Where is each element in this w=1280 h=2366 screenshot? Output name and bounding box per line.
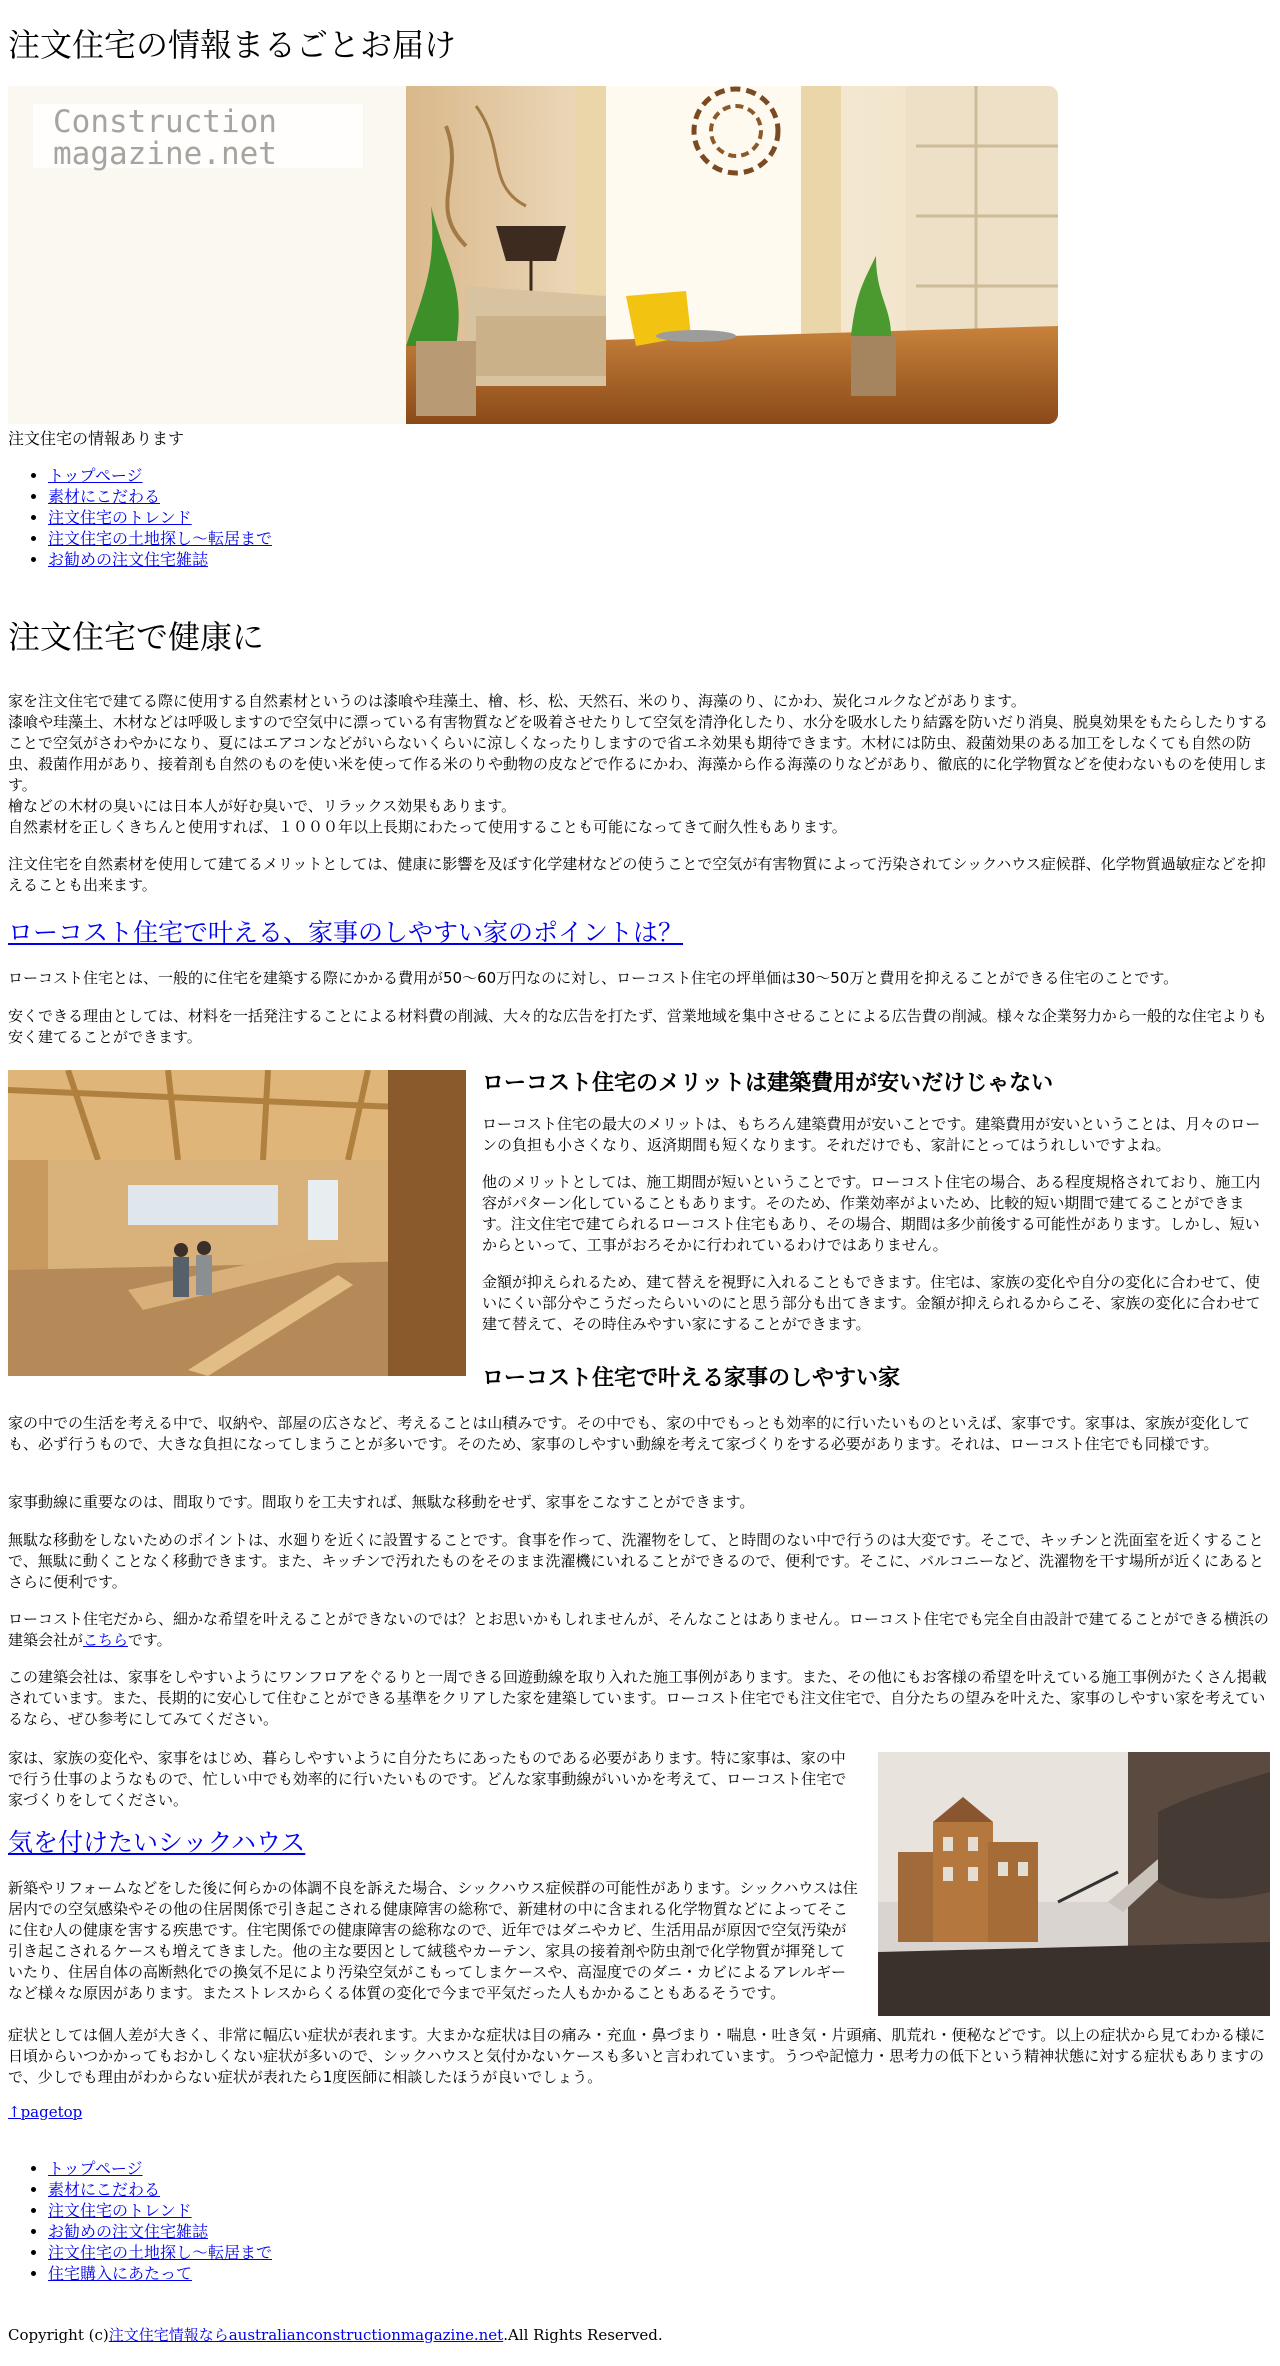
sickhouse-paragraph-2: 症状としては個人差が大きく、非常に幅広い症状が表れます。大まかな症状は目の痛み・充血・鼻づまり・喘息・吐き気・片頭痛、肌荒れ・便秘などです。以上の症状から見てわかる様に日頃からいつかかってもおかしくない症状が多いので、シックハウスと気付かないケースも多いと言われています。うつや記憶力・思考力の低下という精神状態に対する症状もありますので、少しでも理由がわからない症状が表れたら1度医師に相談したほうが良いでしょう。 [8,2026,1266,2086]
nav-link-top[interactable]: トップページ [48,466,143,485]
main-paragraph-4: 自然素材を正しくきちんと使用すれば、１０００年以上長期にわたって使用することも可能になってきて耐久性もあります。 [8,818,847,836]
builder-link[interactable]: こちら [83,1631,128,1649]
main-paragraph-1: 家を注文住宅で建てる際に使用する自然素材というのは漆喰や珪藻土、檜、杉、松、天然石、米のり、海藻のり、にかわ、炭化コルクなどがあります。 [8,692,1026,710]
site-title: 注文住宅の情報まるごとお届け [8,26,457,64]
main-paragraph-3: 檜などの木材の臭いには日本人が好む臭いで、リラックス効果もあります。 [8,797,517,815]
housework-paragraph-3: 無駄な移動をしないためのポイントは、水廻りを近くに設置することです。食事を作って、洗濯物をして、と時間のない中で行うのは大変です。そこで、キッチンと洗面室を近くすることで、無駄に動くことなく移動できます。また、キッチンで汚れたものをそのまま洗濯機にいれることができるので、便利です。そこに、バルコニーなど、洗濯物を干す場所が近くにあるとさらに便利です。 [8,1531,1264,1591]
footer-nav-link-trends[interactable]: 注文住宅のトレンド [48,2201,192,2220]
nav-link-trends[interactable]: 注文住宅のトレンド [48,508,192,527]
housework-paragraph-2: 家事動線に重要なのは、間取りです。間取りを工夫すれば、無駄な移動をせず、家事をこなすことができます。 [8,1493,755,1511]
lowcost-paragraph-1: ローコスト住宅とは、一般的に住宅を建築する際にかかる費用が50～60万円なのに対し、ローコスト住宅の坪単価は30～50万と費用を抑えることができる住宅のことです。 [8,969,1179,987]
merit-section [482,1070,1268,1335]
logo-line-1: Construction [53,104,277,140]
footer-nav-link-materials[interactable]: 素材にこだわる [48,2180,161,2199]
footer-nav-item-purchase [48,2263,272,2284]
merit-paragraph-2: 他のメリットとしては、施工期間が短いということです。ローコスト住宅の場合、ある程度規格されており、施工内容がパターン化していることもあります。そのため、作業効率がよいため、比較的短い期間で建てることができます。注文住宅で建てられるローコスト住宅もあり、その場合、期間は多少前後する可能性があります。しかし、短いからといって、工事がおろそかに行われているわけではありません。 [482,1173,1261,1254]
nav-link-materials[interactable]: 素材にこだわる [48,487,161,506]
main-paragraph-5: 注文住宅を自然素材を使用して建てるメリットとしては、健康に影響を及ぼす化学建材などの使うことで空気が有害物質によって汚染されてシックハウス症候群、化学物質過敏症などを抑えることも出来ます。 [8,855,1266,894]
main-paragraph-2: 漆喰や珪藻土、木材などは呼吸しますので空気中に漂っている有害物質などを吸着させたりして空気を清浄化したり、水分を吸水したり結露を防いだり消臭、脱臭効果をもたらしたりすることで空気がさわやかになり、夏にはエアコンなどがいらないくらいに涼しくなったりしますので省エネ効果も期待できます。木材には防虫、殺菌効果のある加工をしなくても自然の防虫、殺菌作用があり、接着剤も自然のものを使い米を使って作る米のりや動物の皮などで作るにかわ、海藻から作る海藻のりなどがあり、徹底的に化学物質などを使わないものを使用します。 [8,713,1269,794]
pagetop-link[interactable]: ↑pagetop [8,2103,83,2121]
copyright-link[interactable]: 注文住宅情報ならaustralianconstructionmagazine.net [108,2326,504,2344]
nav-link-land[interactable]: 注文住宅の土地探し～転居まで [48,529,273,548]
living-room-image [406,86,1058,424]
footer-nav-link-magazines[interactable]: お勧めの注文住宅雑誌 [48,2222,209,2241]
footer-nav-item-materials [48,2179,272,2200]
lowcost-heading-link[interactable]: ローコスト住宅で叶える、家事のしやすい家のポイントは？ [8,918,684,947]
housework-paragraph-4 [8,1609,1272,1651]
merit-paragraph-1: ローコスト住宅の最大のメリットは、もちろん建築費用が安いことです。建築費用が安いということは、月々のローンの負担も小さくなり、返済期間も短くなります。それだけでも、家計にとってはうれしいですよね。 [482,1115,1261,1154]
sickhouse-paragraph-1: 新築やリフォームなどをした後に何らかの体調不良を訴えた場合、シックハウス症候群の可能性があります。シックハウスは住居内での空気感染やその他の住居関係で引き起こされる健康障害の総称で、新建材の中に含まれる化学物質などによってそこに住む人の健康を害する疾患です。住宅関係での健康障害の総称なので、近年ではダニやカビ、生活用品が原因で空気汚染が引き起こされるケースも増えてきました。他の主な要因として絨毯やカーテン、家具の接着剤や防虫剤で化学物質が揮発していたり、住居自体の高断熱化での換気不足により汚染空気がこもってしまケースや、高湿度でのダニ・カビによるアレルギーなど様々な原因があります。またストレスからくる体質の変化で今まで平気だった人もかかることもあるそうです。 [8,1879,858,2002]
pagetop-wrapper [8,2102,82,2123]
footer-nav-item-trends [48,2200,272,2221]
hero-logo-area [8,86,406,424]
merit-heading: ローコスト住宅のメリットは建築費用が安いだけじゃない [482,1071,1054,1096]
housework-paragraph-1: 家の中での生活を考える中で、収納や、部屋の広さなど、考えることは山積みです。その中でも、家の中でもっとも効率的に行いたいものといえば、家事です。家事は、家族が変化しても、必ず行うもので、大きな負担になってしまうことが多いです。そのため、家事のしやすい動線を考えて家づくりをする必要があります。それは、ローコスト住宅でも同様です。 [8,1414,1251,1453]
nav-link-magazines[interactable]: お勧めの注文住宅雑誌 [48,550,209,569]
footer-nav-item-land [48,2242,272,2263]
lowcost-heading [8,918,1272,948]
nav-item-magazines [48,549,1272,570]
sickhouse-heading-link[interactable]: 気を付けたいシックハウス [8,1828,306,1857]
nav-item-materials [48,486,1272,507]
footer-nav-item-top [48,2158,272,2179]
nav-item-top [48,465,1272,486]
housework-p4-end: です。 [127,1631,172,1649]
housework-heading: ローコスト住宅で叶える家事のしやすい家 [482,1366,901,1391]
nav-item-trends [48,507,1272,528]
footer-nav-link-land[interactable]: 注文住宅の土地探し～転居まで [48,2243,273,2262]
main-heading: 注文住宅で健康に [8,618,265,656]
footer-nav-link-top[interactable]: トップページ [48,2159,143,2178]
site-logo [33,104,363,172]
copyright-suffix: .All Rights Reserved. [503,2326,663,2344]
merit-paragraph-3: 金額が抑えられるため、建て替えを視野に入れることもできます。住宅は、家族の変化や自分の変化に合わせて、使いにくい部分やこうだったらいいのにと思う部分も出てきます。金額が抑えられるからこそ、家族の変化に合わせて建て替えて、その時住みやすい家にすることができます。 [482,1273,1261,1333]
copyright [8,2325,663,2346]
footer-nav-item-magazines [48,2221,272,2242]
house-model-image [878,1752,1270,2016]
main-body [8,691,1272,896]
hero-banner [8,86,1058,424]
construction-interior-image [8,1070,466,1376]
housework-paragraph-6: 家は、家族の変化や、家事をはじめ、暮らしやすいように自分たちにあったものである必要があります。特に家事は、家の中で行う仕事のようなもので、忙しい中でも効率的に行いたいものです。どんな家事動線がいいかを考えて、ローコスト住宅で家づくりをしてください。 [8,1749,847,1809]
logo-line-2: magazine.net [53,136,277,172]
bottom-navigation [8,2158,272,2284]
housework-p4-text: ローコスト住宅だから、細かな希望を叶えることができないのでは？とお思いかもしれませんが、そんなことはありません。ローコスト住宅でも完全自由設計で建てることができる横浜の建築会社が [8,1610,1269,1649]
housework-paragraph-5: この建築会社は、家事をしやすいようにワンフロアをぐるりと一周できる回遊動線を取り入れた施工事例があります。また、その他にもお客様の希望を叶えている施工事例がたくさん掲載されています。また、長期的に安心して住むことができる基準をクリアした家を建築しています。ローコスト住宅でも注文住宅で、自分たちの望みを叶えた、家事のしやすい家を考えているなら、ぜひ参考にしてみてください。 [8,1668,1267,1728]
top-navigation [8,465,1272,570]
lowcost-paragraph-2: 安くできる理由としては、材料を一括発注することによる材料費の削減、大々的な広告を打たず、営業地域を集中させることによる広告費の削減。様々な企業努力から一般的な住宅よりも安く建てることができます。 [8,1007,1267,1046]
nav-item-land [48,528,1272,549]
footer-nav-link-purchase[interactable]: 住宅購入にあたって [48,2264,193,2283]
site-tagline: 注文住宅の情報あります [8,429,185,448]
copyright-prefix: Copyright (c) [8,2326,109,2344]
sickhouse-heading [8,1828,305,1858]
